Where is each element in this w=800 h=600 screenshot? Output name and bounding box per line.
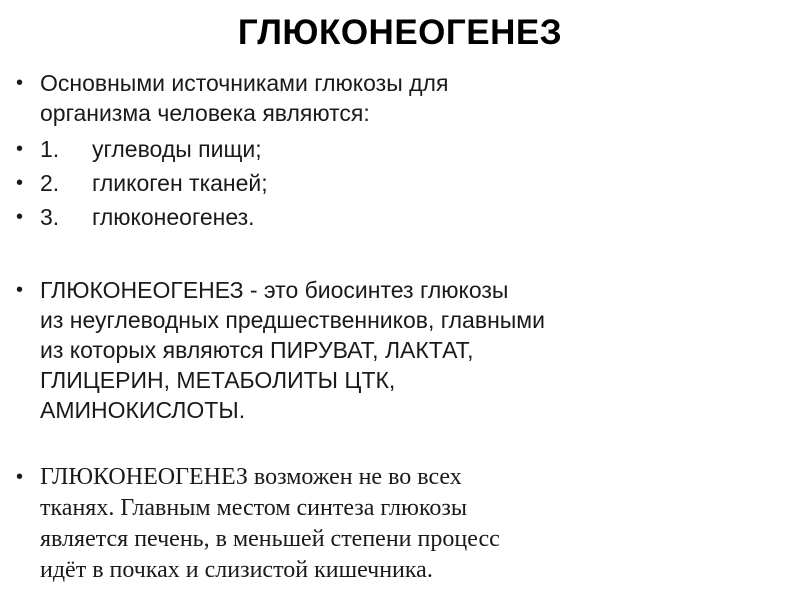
bullet-icon: • [16,206,24,228]
intro-text [40,68,580,128]
definition-line: ГЛИЦЕРИН, МЕТАБОЛИТЫ ЦТК, [40,367,396,393]
source-text: глюконеогенез. [92,204,255,230]
slide-title: ГЛЮКОНЕОГЕНЕЗ [237,13,563,52]
source-1-body [40,134,580,164]
source-2-body [40,168,580,198]
definition-line: АМИНОКИСЛОТЫ. [40,397,246,423]
source-number: 2. [40,170,60,196]
bullet-icon: • [16,279,24,301]
definition-text [40,275,580,425]
location-line: является печень, в меньшей степени процесс [40,526,500,552]
location-line: идёт в почках и слизистой кишечника. [40,557,433,583]
bullet-icon: • [16,172,24,194]
source-number: 3. [40,204,60,230]
bullet-icon: • [16,72,24,94]
source-text: углеводы пищи; [92,136,262,162]
definition-line: ГЛЮКОНЕОГЕНЕЗ - это биосинтез глюкозы [40,277,509,303]
definition-line: из неуглеводных предшественников, главными [40,307,545,333]
definition-line: из которых являются ПИРУВАТ, ЛАКТАТ, [40,337,474,363]
intro-line: организма человека являются: [40,100,370,126]
source-3-body [40,202,580,232]
intro-line: Основными источниками глюкозы для [40,70,449,96]
source-text: гликоген тканей; [92,170,268,196]
bullet-icon: • [16,466,24,488]
location-text [40,462,580,586]
location-line: ГЛЮКОНЕОГЕНЕЗ возможен не во всех [40,464,462,490]
location-line: тканях. Главным местом синтеза глюкозы [40,495,467,521]
source-number: 1. [40,136,60,162]
bullet-icon: • [16,138,24,160]
